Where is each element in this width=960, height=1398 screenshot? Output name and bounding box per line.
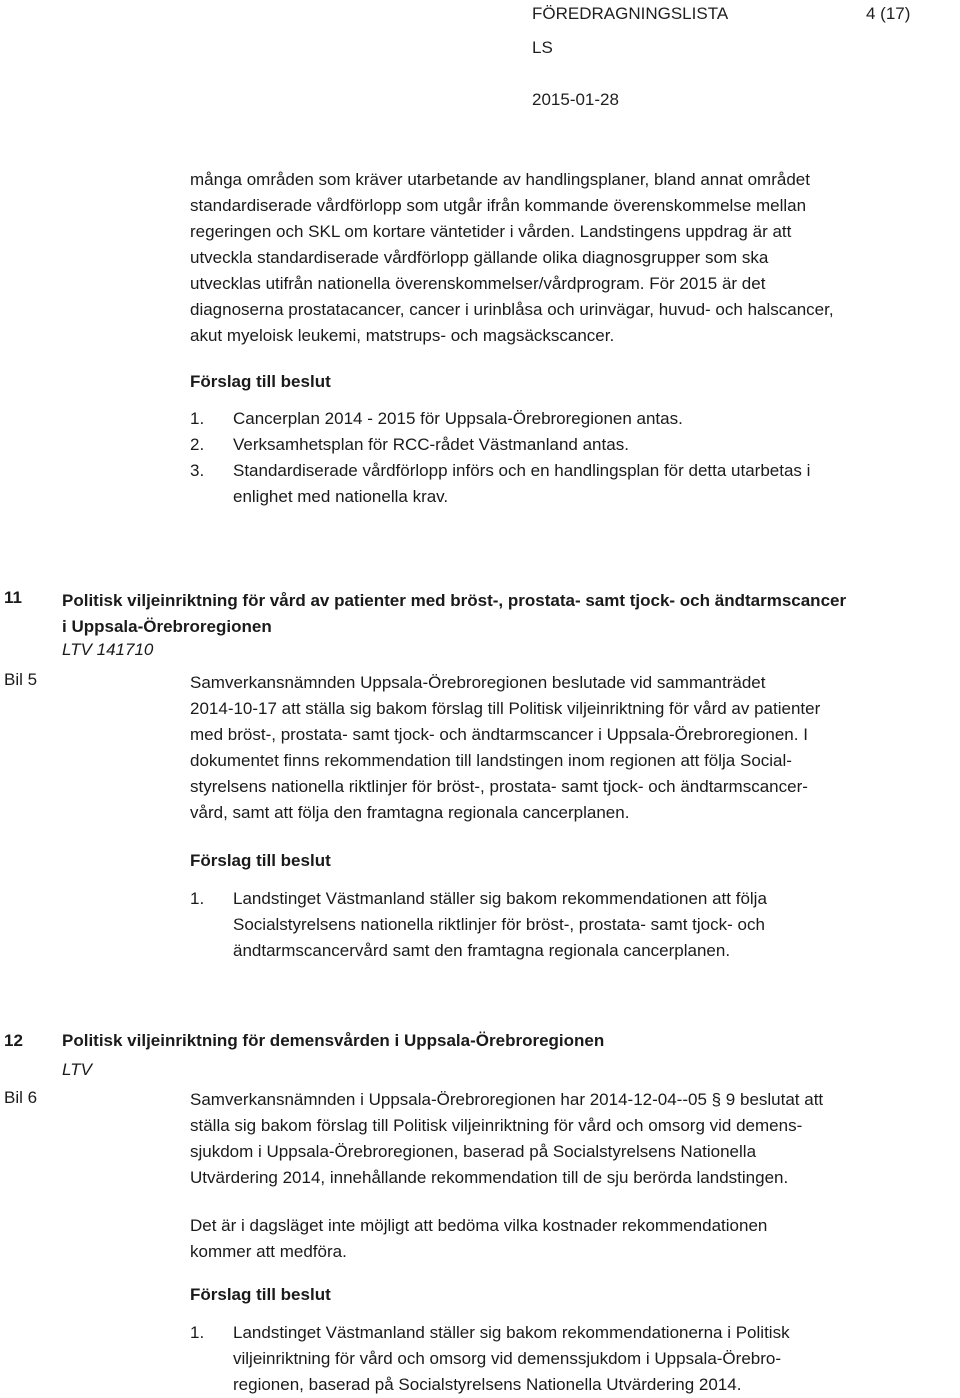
document-date: 2015-01-28	[532, 90, 619, 109]
text-line: Utvärdering 2014, innehållande rekommendation till de sju berörda landstingen.	[190, 1168, 789, 1187]
proposal-heading: Förslag till beslut	[190, 851, 331, 870]
page-number: 4 (17)	[866, 4, 911, 23]
item-body-secondary	[190, 1213, 767, 1265]
proposal-text: Cancerplan 2014 - 2015 för Uppsala-Örebroregionen antas.	[233, 409, 683, 428]
proposal-item	[190, 458, 810, 510]
item-title: Politisk viljeinriktning för demensvården i Uppsala-Örebroregionen	[62, 1031, 605, 1050]
proposal-number: 1.	[190, 889, 205, 908]
proposal-item	[190, 1320, 790, 1398]
intro-paragraph	[190, 167, 834, 349]
proposal-number: 1.	[190, 1323, 205, 1342]
text-line: diagnoserna prostatacancer, cancer i urinblåsa och urinvägar, huvud- och halscancer,	[190, 300, 834, 319]
text-line: standardiserade vårdförlopp som utgår ifrån kommande överenskommelse mellan	[190, 196, 807, 215]
text-line: regeringen och SKL om kortare väntetider i vården. Landstingens uppdrag är att	[190, 222, 792, 241]
reference-number: LTV	[62, 1060, 92, 1079]
proposal-heading: Förslag till beslut	[190, 1285, 331, 1304]
proposal-number: 3.	[190, 461, 205, 480]
document-type: FÖREDRAGNINGSLISTA	[532, 4, 729, 23]
proposal-item	[190, 886, 767, 964]
item-title: Politisk viljeinriktning för vård av patienter med bröst-, prostata- samt tjock- och ändtarmscancer i Uppsala-Örebroregionen	[62, 591, 847, 636]
text-line: 2014-10-17 att ställa sig bakom förslag till Politisk viljeinriktning för vård av patienter	[190, 699, 821, 718]
proposal-text: Verksamhetsplan för RCC-rådet Västmanland antas.	[233, 435, 629, 454]
text-line: dokumentet finns rekommendation till landstingen inom regionen att följa Social-	[190, 751, 792, 770]
proposal-list	[190, 406, 810, 510]
proposal-heading: Förslag till beslut	[190, 372, 331, 391]
text-line: Samverkansnämnden i Uppsala-Örebroregionen har 2014-12-04--05 § 9 beslutat att	[190, 1090, 824, 1109]
proposal-text: Landstinget Västmanland ställer sig bakom rekommendationen att följa Socialstyrelsens nationella riktlinjer för bröst-, prostata- samt tjock- och ändtarmscancervård samt den framtagna regionala cancerplanen.	[233, 889, 767, 960]
attachment-label: Bil 6	[4, 1088, 38, 1107]
item-body	[190, 670, 820, 826]
proposal-number: 1.	[190, 409, 205, 428]
attachment-label: Bil 5	[4, 670, 38, 689]
item-body	[190, 1087, 823, 1191]
text-line: styrelsens nationella riktlinjer för bröst-, prostata- samt tjock- och ändtarmscancer-	[190, 777, 808, 796]
item-number: 11	[4, 588, 22, 607]
text-line: med bröst-, prostata- samt tjock- och ändtarmscancer i Uppsala-Örebroregionen. I	[190, 725, 808, 744]
text-line: utvecklas utifrån nationella överenskommelser/vårdprogram. För 2015 är det	[190, 274, 766, 293]
text-line: Det är i dagsläget inte möjligt att bedöma vilka kostnader rekommendationen	[190, 1216, 768, 1235]
proposal-number: 2.	[190, 435, 205, 454]
proposal-item	[190, 432, 810, 458]
text-line: vård, samt att följa den framtagna regionala cancerplanen.	[190, 803, 630, 822]
department: LS	[532, 38, 553, 57]
text-line: Samverkansnämnden Uppsala-Örebroregionen beslutade vid sammanträdet	[190, 673, 766, 692]
text-line: akut myeloisk leukemi, matstrups- och magsäckscancer.	[190, 326, 615, 345]
text-line: utveckla standardiserade vårdförlopp gällande olika diagnosgrupper som ska	[190, 248, 769, 267]
reference-number: LTV 141710	[62, 640, 154, 659]
item-number: 12	[4, 1031, 23, 1050]
text-line: sjukdom i Uppsala-Örebroregionen, baserad på Socialstyrelsens Nationella	[190, 1142, 757, 1161]
text-line: många områden som kräver utarbetande av handlingsplaner, bland annat området	[190, 170, 810, 189]
proposal-item	[190, 406, 810, 432]
proposal-text: Standardiserade vårdförlopp införs och en handlingsplan för detta utarbetas i enlighet med nationella krav.	[233, 461, 811, 506]
proposal-text: Landstinget Västmanland ställer sig bakom rekommendationerna i Politisk viljeinriktning för vård och omsorg vid demenssjukdom i Uppsala-Örebro- regionen, baserad på Socialstyrelsens Nationella Utvärdering 2014.	[233, 1323, 790, 1394]
text-line: kommer att medföra.	[190, 1242, 347, 1261]
text-line: ställa sig bakom förslag till Politisk viljeinriktning för vård och omsorg vid demens-	[190, 1116, 803, 1135]
